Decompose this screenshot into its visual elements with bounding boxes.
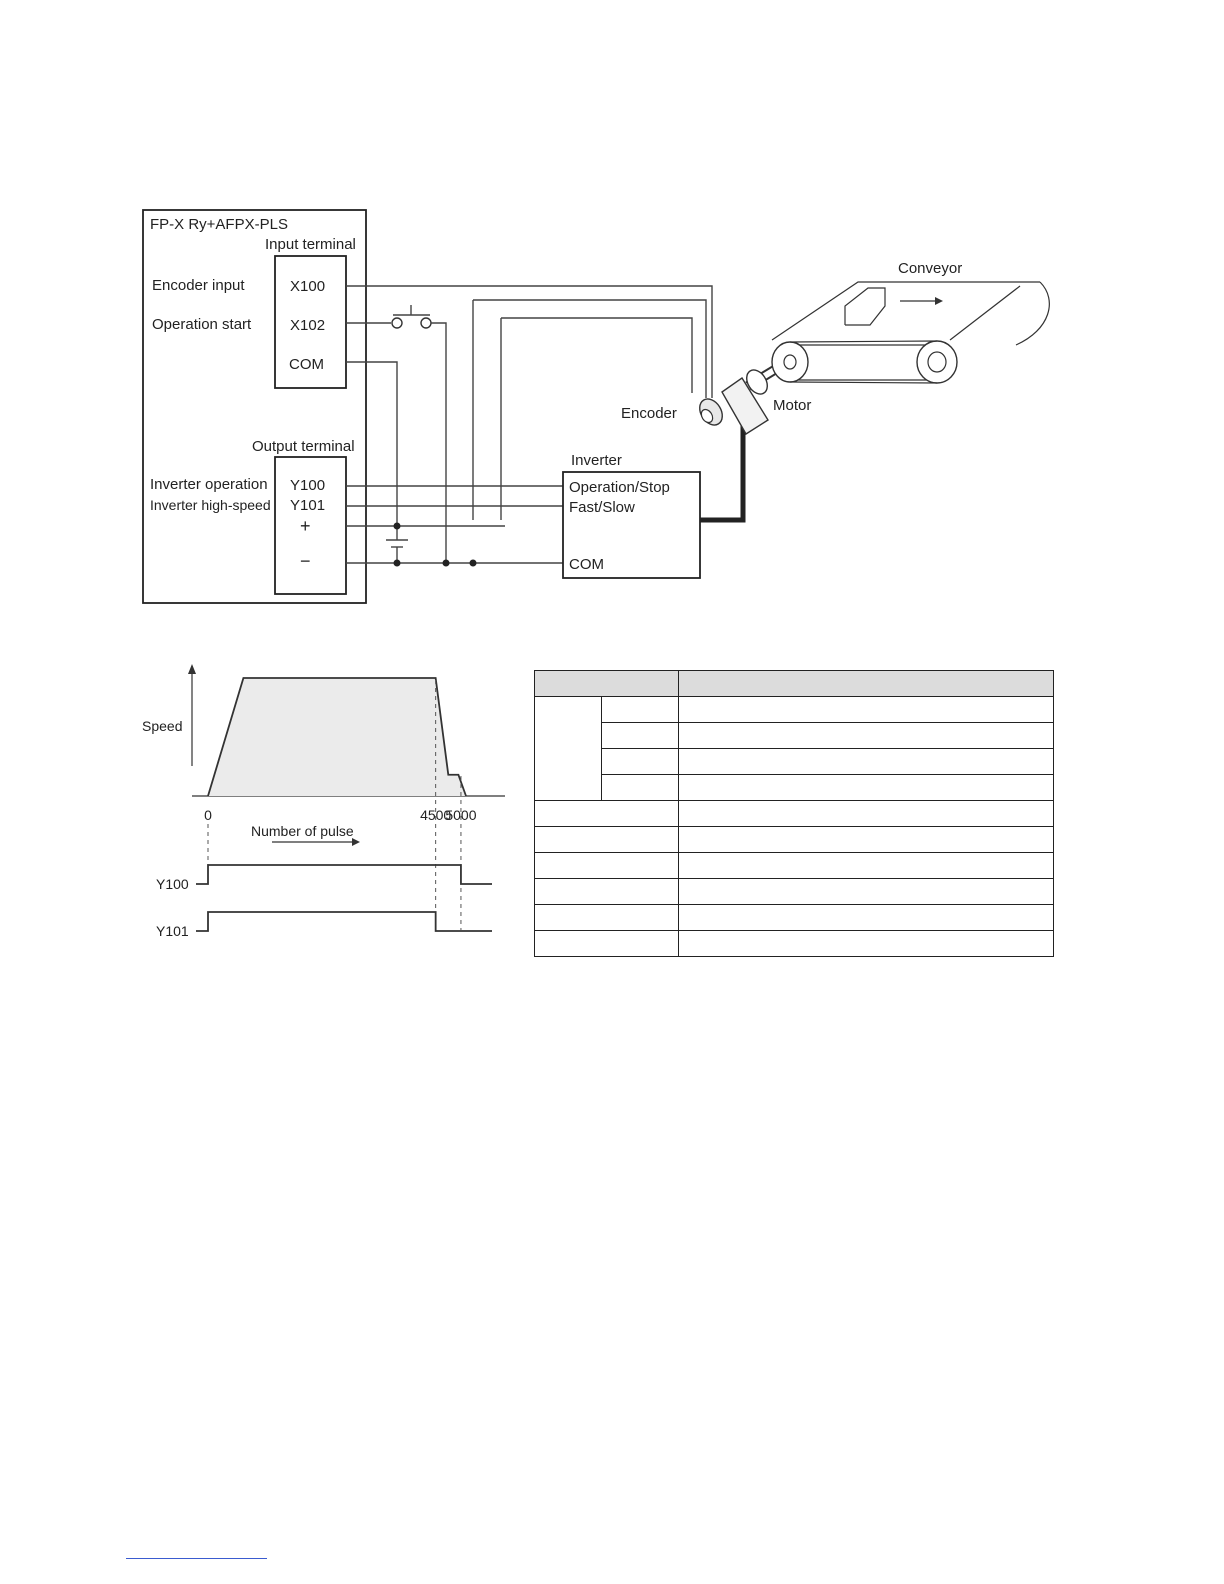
- inverter-fast-slow: Fast/Slow: [569, 499, 635, 516]
- motor-label: Motor: [773, 397, 812, 414]
- table-cell: [535, 827, 679, 853]
- pulse-arrowhead: [352, 838, 360, 846]
- terminal-y100: Y100: [290, 477, 326, 494]
- table-cell: [535, 905, 679, 931]
- terminal-plus: +: [300, 516, 311, 536]
- signal-y101-waveform: [196, 912, 492, 931]
- table-row: [535, 723, 1054, 749]
- table-header-cell: [535, 671, 679, 697]
- table-cell: [602, 775, 679, 801]
- conveyor-icon: [772, 282, 1049, 383]
- table-cell: [679, 697, 1054, 723]
- table-row: [535, 905, 1054, 931]
- table-cell: [679, 853, 1054, 879]
- conveyor-label: Conveyor: [898, 260, 963, 277]
- terminal-x100: X100: [290, 278, 326, 295]
- table-row: [535, 931, 1054, 957]
- wiring-diagram: [0, 0, 1224, 640]
- table-row: [535, 697, 1054, 723]
- table-cell: [679, 775, 1054, 801]
- table-cell: [679, 879, 1054, 905]
- table-row: [535, 827, 1054, 853]
- motor-power-cable: [700, 422, 743, 520]
- table-cell: [679, 723, 1054, 749]
- table-cell: [602, 749, 679, 775]
- input-terminal-title: Input terminal: [265, 236, 356, 253]
- x-tick-label: 0: [204, 807, 212, 823]
- table-cell: [535, 879, 679, 905]
- inverter-title: Inverter: [571, 452, 622, 469]
- output-terminal-title: Output terminal: [252, 438, 355, 455]
- input-label-encoder: Encoder input: [152, 277, 245, 294]
- signal-y100-label: Y100: [156, 876, 189, 892]
- table-row: [535, 749, 1054, 775]
- input-label-operation-start: Operation start: [152, 316, 252, 333]
- table-row: [535, 879, 1054, 905]
- output-wires: [346, 486, 563, 567]
- parameter-table: [534, 670, 1054, 957]
- x-tick-label: 5000: [445, 807, 477, 823]
- terminal-x102: X102: [290, 317, 326, 334]
- table-cell: [679, 801, 1054, 827]
- table-cell: [679, 905, 1054, 931]
- pulse-axis-label: Number of pulse: [251, 823, 354, 839]
- table-cell: [535, 801, 679, 827]
- table-row: [535, 775, 1054, 801]
- table-cell: [535, 931, 679, 957]
- terminal-minus: −: [300, 551, 311, 571]
- table-cell: [535, 697, 602, 801]
- output-label-inverter-high-speed: Inverter high-speed: [150, 497, 271, 513]
- inverter-com: COM: [569, 556, 604, 573]
- table-cell: [679, 749, 1054, 775]
- table-cell: [679, 931, 1054, 957]
- signal-y101-label: Y101: [156, 923, 189, 939]
- table-header-row: [535, 671, 1054, 697]
- table-cell: [602, 697, 679, 723]
- table-row: [535, 801, 1054, 827]
- table-cell: [535, 853, 679, 879]
- encoder-label: Encoder: [621, 405, 677, 422]
- output-label-inverter-operation: Inverter operation: [150, 476, 268, 493]
- speed-profile-area: [208, 678, 466, 796]
- speed-axis-arrow: [188, 664, 196, 674]
- inverter-operation-stop: Operation/Stop: [569, 479, 670, 496]
- speed-chart: [0, 640, 520, 970]
- table-cell: [602, 723, 679, 749]
- speed-axis-label: Speed: [142, 718, 183, 734]
- table-header-cell: [679, 671, 1054, 697]
- x-tick-label: 4500: [420, 807, 452, 823]
- signal-y100-waveform: [196, 865, 492, 884]
- footnote-separator: [126, 1558, 267, 1559]
- terminal-com-input: COM: [289, 356, 324, 373]
- table-row: [535, 853, 1054, 879]
- table-cell: [679, 827, 1054, 853]
- terminal-y101: Y101: [290, 497, 326, 514]
- plc-title: FP-X Ry+AFPX-PLS: [150, 216, 288, 233]
